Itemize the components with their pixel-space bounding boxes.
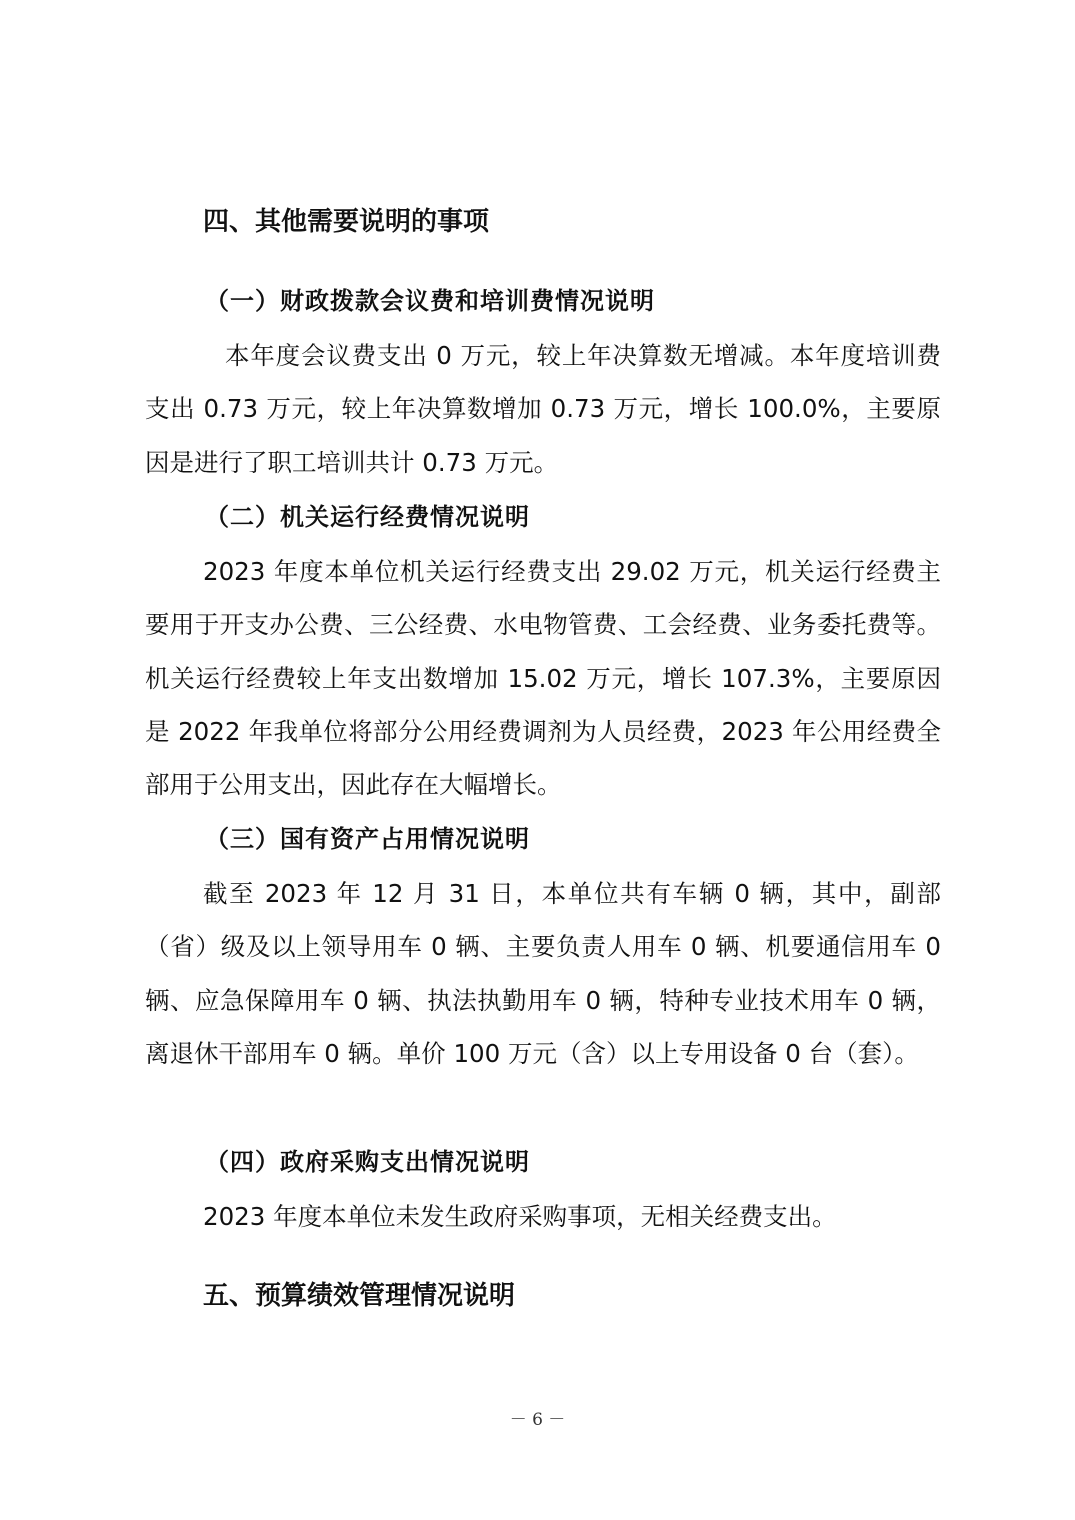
subsection-1-heading: （一）财政拨款会议费和培训费情况说明	[205, 287, 655, 315]
subsection-2-paragraph: 2023 年度本单位机关运行经费支出 29.02 万元，机关运行经费主要用于开支办公费、三公经费、水电物管费、工会经费、业务委托费等。机关运行经费较上年支出数增加 15.02 万元，增长 107.3%，主要原因是 2022 年我单位将部分公用经费调剂为人员经费，2023 年公用经费全部用于公用支出，因此存在大幅增长。	[145, 557, 941, 800]
subsection-3-heading: （三）国有资产占用情况说明	[205, 825, 530, 853]
section-5-heading: 五、预算绩效管理情况说明	[203, 1281, 516, 1311]
page-number: － 6 －	[509, 1410, 566, 1430]
subsection-4-paragraph: 2023 年度本单位未发生政府采购事项，无相关经费支出。	[203, 1202, 837, 1231]
subsection-1-paragraph: 本年度会议费支出 0 万元，较上年决算数无增减。本年度培训费支出 0.73 万元，较上年决算数增加 0.73 万元，增长 100.0%，主要原因是进行了职工培训共计 0.73 万元。	[145, 341, 941, 477]
subsection-4-heading: （四）政府采购支出情况说明	[205, 1148, 530, 1176]
subsection-3-paragraph: 截至 2023 年 12 月 31 日，本单位共有车辆 0 辆，其中，副部（省）级及以上领导用车 0 辆、主要负责人用车 0 辆、机要通信用车 0 辆、应急保障用车 0 辆、执法执勤用车 0 辆，特种专业技术用车 0 辆，离退休干部用车 0 辆。单价 100 万元（含）以上专用设备 0 台（套）。	[145, 879, 941, 1068]
subsection-2-heading: （二）机关运行经费情况说明	[205, 503, 530, 531]
section-4-heading: 四、其他需要说明的事项	[203, 207, 490, 237]
